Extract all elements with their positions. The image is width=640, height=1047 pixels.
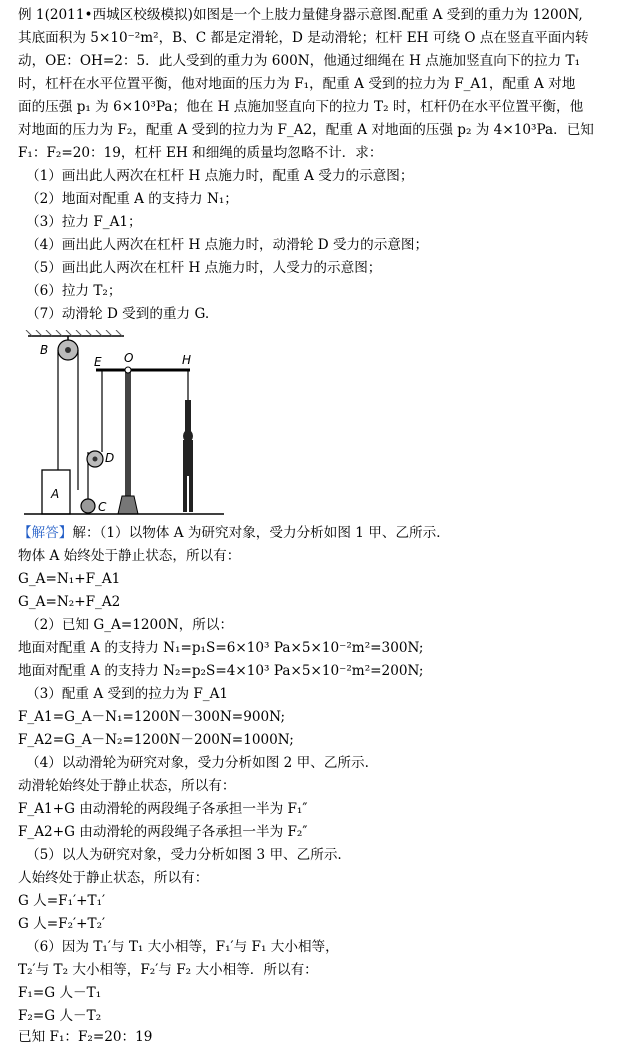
question-item: （2）地面对配重 A 的支持力 N₁； [26, 191, 238, 207]
solution-line: F_A1+G 由动滑轮的两段绳子各承担一半为 F₁″ [18, 801, 308, 817]
support-post [125, 370, 131, 498]
label-c: C [98, 500, 107, 514]
solution-line: 物体 A 始终处于静止状态，所以有： [18, 548, 241, 564]
problem-line: 动，OE：OH=2：5．此人受到的重力为 600N，他通过细绳在 H 点施加竖直向下的拉力 T₁ [18, 53, 581, 69]
question-item: （3）拉力 F_A1； [26, 214, 142, 230]
solution-line: 已知 F₁：F₂=20：19 [18, 1029, 153, 1045]
solution-line: F₂=G 人－T₂ [18, 1008, 102, 1024]
solution-line: T₂′与 T₂ 大小相等，F₂′与 F₂ 大小相等．所以有： [18, 962, 318, 978]
question-item: （7）动滑轮 D 受到的重力 G. [26, 306, 210, 322]
label-h: H [182, 353, 192, 367]
ceiling-hatch [26, 330, 122, 336]
solution-line: （3）配重 A 受到的拉力为 F_A1 [26, 686, 229, 702]
answer-tag: 【解答】 [18, 525, 73, 541]
solution-line: F_A2=G_A－N₂=1200N－200N=1000N; [18, 732, 294, 748]
solution-line: G_A=N₁+F_A1 [18, 571, 121, 587]
solution-line: F_A2+G 由动滑轮的两段绳子各承担一半为 F₂″ [18, 824, 308, 840]
solution-line: （4）以动滑轮为研究对象，受力分析如图 2 甲、乙所示. [26, 755, 369, 771]
label-d: D [105, 451, 115, 465]
solution-line: G 人=F₁′+T₁′ [18, 893, 106, 909]
label-o: O [124, 351, 134, 365]
solution-line: 地面对配重 A 的支持力 N₂=p₂S=4×10³ Pa×5×10⁻²m²=200N; [18, 663, 424, 679]
question-item: （4）画出此人两次在杠杆 H 点施力时，动滑轮 D 受力的示意图； [26, 237, 429, 253]
solution-line: G 人=F₂′+T₂′ [18, 916, 106, 932]
solution-line: （6）因为 T₁′与 T₁ 大小相等，F₁′与 F₁ 大小相等， [26, 939, 339, 955]
solution-line: （5）以人为研究对象，受力分析如图 3 甲、乙所示. [26, 847, 342, 863]
solution-first-line: 【解答】解：（1）以物体 A 为研究对象，受力分析如图 1 甲、乙所示． [18, 525, 450, 541]
problem-line: F₁：F₂=20：19，杠杆 EH 和细绳的质量均忽略不计．求： [18, 145, 383, 161]
problem-line: 例 1(2011•西城区校级模拟)如图是一个上肢力量健身器示意图.配重 A 受到的重力为 1200N, [18, 7, 583, 23]
solution-line: 人始终处于静止状态，所以有： [18, 870, 209, 886]
solution-line: （2）已知 G_A=1200N，所以： [26, 617, 234, 633]
label-a: A [51, 487, 60, 501]
question-item: （6）拉力 T₂； [26, 283, 122, 299]
solution-line: G_A=N₂+F_A2 [18, 594, 121, 610]
solution-line: F₁=G 人－T₁ [18, 985, 102, 1001]
solution-line: 动滑轮始终处于静止状态，所以有： [18, 778, 236, 794]
label-b: B [40, 343, 49, 357]
apparatus-figure [24, 330, 224, 515]
problem-line: 时，杠杆在水平位置平衡，他对地面的压力为 F₁，配重 A 受到的拉力为 F_A1，配重 A 对地 [18, 76, 576, 92]
solution-line: F_A1=G_A－N₁=1200N－300N=900N; [18, 709, 286, 725]
pulley-c [81, 499, 95, 513]
question-item: （1）画出此人两次在杠杆 H 点施力时，配重 A 受力的示意图； [26, 168, 414, 184]
person-silhouette [183, 400, 193, 512]
problem-line: 对地面的压力为 F₂，配重 A 受到的拉力为 F_A2，配重 A 对地面的压强 p₂ 为 4×10³Pa．已知 [18, 122, 594, 138]
solution-line: 地面对配重 A 的支持力 N₁=p₁S=6×10³ Pa×5×10⁻²m²=300N; [18, 640, 424, 656]
question-item: （5）画出此人两次在杠杆 H 点施力时，人受力的示意图； [26, 260, 382, 276]
label-e: E [94, 355, 102, 369]
problem-line: 其底面积为 5×10⁻²m²，B、C 都是定滑轮，D 是动滑轮；杠杆 EH 可绕 O 点在竖直平面内转 [18, 30, 589, 46]
problem-line: 面的压强 p₁ 为 6×10³Pa；他在 H 点施加竖直向下的拉力 T₂ 时，杠杆仍在水平位置平衡，他 [18, 99, 584, 115]
